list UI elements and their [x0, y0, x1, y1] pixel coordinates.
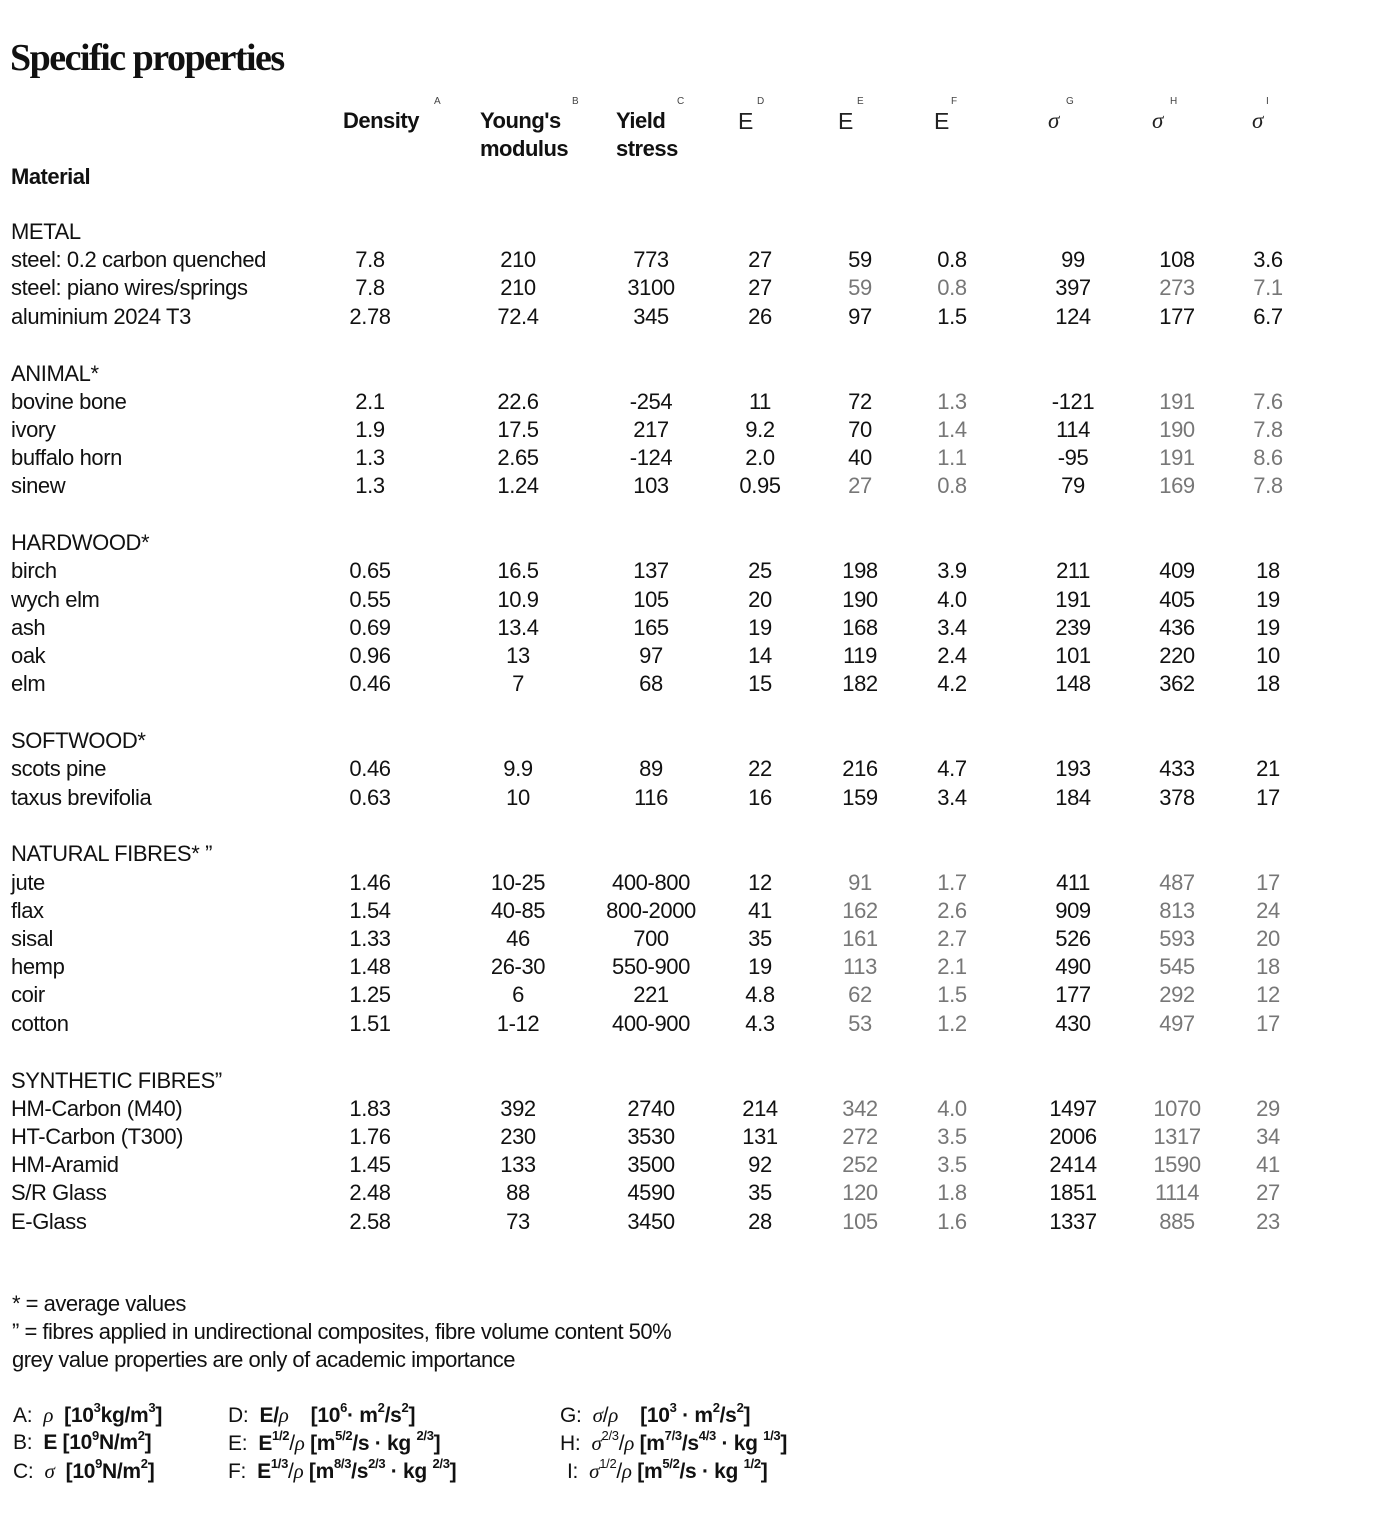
value-cell: 210 — [500, 247, 536, 273]
value-cell: 0.65 — [349, 558, 391, 584]
value-cell: 0.95 — [739, 473, 781, 499]
value-cell: 7.8 — [355, 275, 385, 301]
column-letter-c: C — [677, 96, 685, 107]
value-cell: 11 — [748, 388, 772, 414]
value-cell: 59 — [848, 275, 872, 301]
value-cell: 1590 — [1153, 1152, 1201, 1178]
value-cell: 2006 — [1049, 1123, 1097, 1149]
value-cell: 97 — [639, 643, 663, 668]
value-cell: 88 — [506, 1180, 530, 1206]
value-cell: 137 — [633, 558, 669, 584]
column-header-a: Density — [343, 108, 419, 133]
value-cell: 2740 — [627, 1095, 675, 1121]
value-cell: 9.2 — [745, 416, 775, 442]
value-cell: 10.9 — [497, 586, 539, 612]
value-cell: 2.1 — [355, 388, 385, 414]
value-cell: 1.51 — [349, 1010, 391, 1036]
value-cell: 0.63 — [349, 784, 391, 810]
column-header-c: Yield stress — [616, 108, 678, 161]
section-heading: SYNTHETIC FIBRES” — [11, 1067, 222, 1093]
value-cell: 16 — [748, 784, 772, 810]
value-cell: 273 — [1159, 275, 1195, 301]
section-heading: ANIMAL* — [11, 360, 99, 386]
material-name: sinew — [11, 473, 66, 499]
material-name: ivory — [11, 416, 56, 442]
value-cell: 17 — [1256, 784, 1280, 810]
value-cell: 252 — [842, 1152, 878, 1178]
value-cell: 62 — [848, 982, 872, 1008]
value-cell: 101 — [1055, 643, 1091, 668]
value-cell: -124 — [629, 445, 673, 471]
material-name: scots pine — [11, 756, 107, 782]
value-cell: 99 — [1061, 247, 1085, 273]
value-cell: 124 — [1055, 303, 1091, 329]
value-cell: 400-900 — [612, 1010, 690, 1036]
legend-d: D: E/ρ $[10^6\cdot m^2/s^2]$ — [228, 1400, 416, 1427]
value-cell: 2.58 — [349, 1208, 391, 1234]
value-cell: 161 — [842, 926, 878, 951]
value-cell: 15 — [748, 671, 772, 697]
value-cell: 1.45 — [349, 1152, 391, 1178]
value-cell: 108 — [1159, 247, 1195, 273]
value-cell: 487 — [1159, 869, 1195, 895]
value-cell: 46 — [506, 926, 530, 951]
column-header-f: E — [934, 108, 950, 134]
value-cell: 190 — [842, 586, 878, 612]
value-cell: 345 — [633, 303, 669, 329]
value-cell: 1.83 — [349, 1095, 391, 1121]
value-cell: 1.5 — [937, 303, 967, 329]
value-cell: 25 — [748, 558, 772, 584]
value-cell: 1.9 — [355, 416, 385, 442]
column-letter-f: F — [951, 96, 958, 107]
value-cell: 221 — [633, 982, 669, 1008]
value-cell: 362 — [1159, 671, 1195, 697]
value-cell: 4590 — [627, 1180, 675, 1206]
value-cell: 1.1 — [937, 445, 967, 471]
value-cell: 19 — [748, 614, 772, 640]
value-cell: 105 — [633, 586, 669, 612]
value-cell: 119 — [843, 643, 877, 668]
material-name: hemp — [11, 954, 65, 980]
column-letter-d: D — [757, 96, 765, 107]
value-cell: 593 — [1159, 926, 1195, 951]
value-cell: 3.5 — [937, 1123, 967, 1149]
value-cell: 1.7 — [937, 869, 967, 895]
value-cell: 68 — [639, 671, 663, 697]
column-header-i: σ — [1252, 108, 1264, 133]
value-cell: 8.6 — [1253, 445, 1283, 471]
legend-a: A: ρ $[10^3kg/m^3]$ — [13, 1400, 163, 1427]
value-cell: 177 — [1159, 303, 1195, 329]
value-cell: 3.6 — [1253, 247, 1283, 273]
value-cell: 26-30 — [490, 954, 546, 980]
value-cell: 0.8 — [937, 275, 967, 301]
section-heading: SOFTWOOD* — [11, 728, 146, 754]
value-cell: 0.69 — [349, 614, 391, 640]
material-name: oak — [11, 643, 46, 668]
value-cell: 18 — [1256, 558, 1280, 584]
value-cell: 1.46 — [349, 869, 391, 895]
value-cell: 59 — [848, 247, 872, 273]
value-cell: 700 — [633, 926, 669, 951]
value-cell: 378 — [1159, 784, 1195, 810]
value-cell: 17.5 — [497, 416, 539, 442]
material-name: S/R Glass — [11, 1180, 107, 1206]
material-name: aluminium 2024 T3 — [11, 303, 191, 329]
value-cell: 0.8 — [937, 247, 967, 273]
value-cell: 1337 — [1049, 1208, 1097, 1234]
value-cell: 131 — [742, 1123, 778, 1149]
value-cell: 210 — [500, 275, 536, 301]
material-name: HT-Carbon (T300) — [11, 1123, 184, 1149]
column-header-h: σ — [1152, 108, 1164, 133]
value-cell: 6.7 — [1253, 303, 1283, 329]
value-cell: 27 — [748, 275, 772, 301]
legend-g: G: σ/ρ $[10^3 \cdot m^2/s^2]$ — [560, 1400, 751, 1427]
value-cell: 22.6 — [497, 388, 539, 414]
material-name: steel: 0.2 carbon quenched — [11, 247, 267, 273]
value-cell: 91 — [848, 869, 872, 895]
column-header-d: E — [738, 108, 754, 134]
value-cell: 24 — [1256, 897, 1280, 923]
value-cell: 16.5 — [497, 558, 539, 584]
value-cell: 400-800 — [612, 869, 690, 895]
value-cell: 165 — [633, 614, 669, 640]
value-cell: 409 — [1159, 558, 1195, 584]
column-letter-e: E — [857, 96, 864, 107]
value-cell: 116 — [634, 784, 668, 810]
value-cell: 41 — [1256, 1152, 1280, 1178]
material-name: coir — [11, 982, 45, 1008]
value-cell: 0.46 — [349, 756, 391, 782]
value-cell: 1.76 — [349, 1123, 391, 1149]
value-cell: 3500 — [627, 1152, 675, 1178]
value-cell: 4.7 — [937, 756, 967, 782]
value-cell: 211 — [1056, 558, 1090, 584]
column-letter-g: G — [1066, 96, 1074, 107]
value-cell: 18 — [1256, 671, 1280, 697]
value-cell: 0.96 — [349, 643, 391, 668]
value-cell: 1.48 — [349, 954, 391, 980]
value-cell: 1.6 — [937, 1208, 967, 1234]
value-cell: 2.1 — [937, 954, 967, 980]
value-cell: 19 — [1256, 614, 1280, 640]
value-cell: 120 — [842, 1180, 878, 1206]
value-cell: 10 — [506, 784, 530, 810]
value-cell: 1070 — [1153, 1095, 1201, 1121]
value-cell: 3.4 — [937, 784, 967, 810]
value-cell: 22 — [748, 756, 772, 782]
value-cell: 191 — [1159, 388, 1195, 414]
value-cell: 2.6 — [937, 897, 967, 923]
value-cell: 239 — [1055, 614, 1091, 640]
value-cell: 191 — [1159, 445, 1195, 471]
column-letter-i: I — [1266, 96, 1269, 107]
value-cell: 1-12 — [496, 1010, 540, 1036]
material-name: birch — [11, 558, 57, 584]
value-cell: 177 — [1055, 982, 1091, 1008]
value-cell: 292 — [1159, 982, 1195, 1008]
value-cell: 92 — [748, 1152, 772, 1178]
value-cell: 1.3 — [355, 473, 385, 499]
value-cell: 6 — [512, 982, 524, 1008]
value-cell: 0.8 — [937, 473, 967, 499]
value-cell: 28 — [748, 1208, 772, 1234]
value-cell: 191 — [1055, 586, 1091, 612]
value-cell: 17 — [1256, 1010, 1280, 1036]
value-cell: 34 — [1256, 1123, 1280, 1149]
value-cell: 168 — [842, 614, 878, 640]
value-cell: 162 — [842, 897, 878, 923]
value-cell: 411 — [1056, 869, 1090, 895]
value-cell: 4.2 — [937, 671, 967, 697]
value-cell: 26 — [748, 303, 772, 329]
material-name: taxus brevifolia — [11, 784, 152, 810]
value-cell: 2.48 — [349, 1180, 391, 1206]
material-name: HM-Aramid — [11, 1152, 119, 1178]
value-cell: 21 — [1256, 756, 1280, 782]
value-cell: 7.6 — [1253, 388, 1283, 414]
value-cell: 217 — [633, 416, 669, 442]
legend-e: E: $E^{1/2}/\rho$ [$m^{5/2}/s$ · kg $^{2/3}$] — [228, 1428, 441, 1455]
value-cell: 800-2000 — [606, 897, 696, 923]
section-heading: HARDWOOD* — [11, 530, 150, 556]
value-cell: 184 — [1055, 784, 1091, 810]
value-cell: 14 — [748, 643, 772, 668]
value-cell: 3450 — [627, 1208, 675, 1234]
value-cell: 216 — [842, 756, 878, 782]
legend-h: H: $\sigma^{2/3}/\rho$ [$m^{7/3}/s^{4/3}$ · kg $^{1/3}$] — [560, 1428, 788, 1455]
material-name: flax — [11, 897, 44, 923]
value-cell: 3.9 — [937, 558, 967, 584]
value-cell: 1.8 — [937, 1180, 967, 1206]
column-header-g: σ — [1048, 108, 1060, 133]
value-cell: 813 — [1159, 897, 1195, 923]
material-name: ash — [11, 614, 46, 640]
value-cell: 3530 — [627, 1123, 675, 1149]
value-cell: 1.2 — [937, 1010, 967, 1036]
value-cell: 7.8 — [1253, 416, 1283, 442]
value-cell: 198 — [842, 558, 878, 584]
value-cell: 12 — [1256, 982, 1280, 1008]
legend-f: F: $E^{1/3}/\rho$ [$m^{8/3}/s^{2/3}$ · kg $^{2/3}$] — [228, 1456, 457, 1483]
value-cell: 79 — [1061, 473, 1085, 499]
value-cell: 41 — [748, 897, 772, 923]
value-cell: 7 — [512, 671, 524, 697]
column-header-b: Young's modulus — [480, 108, 569, 161]
value-cell: -95 — [1057, 445, 1089, 471]
value-cell: 214 — [742, 1095, 778, 1121]
value-cell: 40-85 — [490, 897, 546, 923]
value-cell: 1.4 — [937, 416, 967, 442]
value-cell: 19 — [1256, 586, 1280, 612]
value-cell: 490 — [1055, 954, 1091, 980]
value-cell: -254 — [629, 388, 673, 414]
value-cell: 19 — [748, 954, 772, 980]
value-cell: 169 — [1159, 473, 1195, 499]
value-cell: 3100 — [627, 275, 675, 301]
value-cell: 17 — [1256, 869, 1280, 895]
value-cell: 12 — [748, 869, 772, 895]
value-cell: -121 — [1051, 388, 1095, 414]
value-cell: 2.78 — [349, 303, 391, 329]
value-cell: 0.55 — [349, 586, 391, 612]
value-cell: 7.1 — [1253, 275, 1283, 301]
value-cell: 18 — [1256, 954, 1280, 980]
value-cell: 148 — [1055, 671, 1091, 697]
value-cell: 7.8 — [1253, 473, 1283, 499]
value-cell: 392 — [500, 1095, 536, 1121]
column-letter-b: B — [572, 96, 579, 107]
value-cell: 105 — [842, 1208, 878, 1234]
value-cell: 53 — [848, 1010, 872, 1036]
value-cell: 20 — [748, 586, 772, 612]
value-cell: 220 — [1159, 643, 1195, 668]
legend-c: C: σ $[10^9N/m^2]$ — [13, 1456, 155, 1483]
value-cell: 35 — [748, 1180, 772, 1206]
value-cell: 40 — [848, 445, 872, 471]
note-grey: grey value properties are only of academic importance — [12, 1347, 515, 1372]
material-name: elm — [11, 671, 46, 697]
value-cell: 2.0 — [745, 445, 775, 471]
value-cell: 3.5 — [937, 1152, 967, 1178]
value-cell: 909 — [1055, 897, 1091, 923]
value-cell: 550-900 — [612, 954, 690, 980]
page-title: Specific properties — [10, 37, 284, 79]
value-cell: 133 — [500, 1152, 536, 1178]
value-cell: 0.46 — [349, 671, 391, 697]
value-cell: 2.4 — [937, 643, 967, 668]
value-cell: 526 — [1055, 926, 1091, 951]
value-cell: 397 — [1055, 275, 1091, 301]
column-letter-h: H — [1170, 96, 1178, 107]
section-heading: NATURAL FIBRES* ” — [11, 841, 213, 867]
section-heading: METAL — [11, 219, 81, 244]
legend-i: I: $\sigma^{1/2}/\rho$ [$m^{5/2}/s$ · kg $^{1/2}$] — [567, 1456, 768, 1483]
value-cell: 1.25 — [349, 982, 391, 1008]
value-cell: 89 — [639, 756, 663, 782]
value-cell: 13.4 — [497, 614, 539, 640]
material-column-header: Material — [11, 164, 91, 189]
value-cell: 190 — [1159, 416, 1195, 442]
value-cell: 1114 — [1154, 1180, 1200, 1206]
value-cell: 10-25 — [490, 869, 546, 895]
value-cell: 2.7 — [937, 926, 967, 951]
column-header-e: E — [838, 108, 854, 134]
value-cell: 405 — [1159, 586, 1195, 612]
value-cell: 497 — [1159, 1010, 1195, 1036]
value-cell: 29 — [1256, 1095, 1280, 1121]
value-cell: 4.8 — [745, 982, 775, 1008]
value-cell: 7.8 — [355, 247, 385, 273]
value-cell: 1.33 — [349, 926, 391, 951]
value-cell: 103 — [633, 473, 669, 499]
material-name: jute — [11, 869, 45, 895]
value-cell: 773 — [633, 247, 669, 273]
value-cell: 23 — [1256, 1208, 1280, 1234]
column-letter-a: A — [434, 96, 441, 107]
value-cell: 1.5 — [937, 982, 967, 1008]
value-cell: 1497 — [1049, 1095, 1097, 1121]
legend-b: B: E $[10^9N/m^2]$ — [13, 1428, 152, 1454]
value-cell: 2414 — [1049, 1152, 1097, 1178]
note-fibres: ” = fibres applied in undirectional composites, fibre volume content 50% — [12, 1319, 672, 1344]
value-cell: 13 — [506, 643, 530, 668]
value-cell: 4.3 — [745, 1010, 775, 1036]
value-cell: 4.0 — [937, 586, 967, 612]
value-cell: 114 — [1056, 416, 1090, 442]
value-cell: 9.9 — [503, 756, 533, 782]
material-name: bovine bone — [11, 388, 127, 414]
value-cell: 342 — [842, 1095, 878, 1121]
value-cell: 97 — [848, 303, 872, 329]
value-cell: 35 — [748, 926, 772, 951]
value-cell: 193 — [1055, 756, 1091, 782]
value-cell: 72.4 — [497, 303, 539, 329]
value-cell: 1.54 — [349, 897, 391, 923]
value-cell: 230 — [500, 1123, 536, 1149]
material-name: E-Glass — [11, 1208, 87, 1234]
value-cell: 433 — [1159, 756, 1195, 782]
material-name: wych elm — [11, 586, 100, 612]
value-cell: 70 — [848, 416, 872, 442]
material-name: cotton — [11, 1010, 69, 1036]
value-cell: 27 — [1256, 1180, 1280, 1206]
value-cell: 430 — [1055, 1010, 1091, 1036]
material-name: buffalo horn — [11, 445, 123, 471]
value-cell: 27 — [848, 473, 872, 499]
value-cell: 3.4 — [937, 614, 967, 640]
material-name: sisal — [11, 926, 54, 951]
material-name: HM-Carbon (M40) — [11, 1095, 183, 1121]
note-average: * = average values — [12, 1291, 186, 1316]
value-cell: 4.0 — [937, 1095, 967, 1121]
value-cell: 885 — [1159, 1208, 1195, 1234]
value-cell: 182 — [842, 671, 878, 697]
value-cell: 159 — [842, 784, 878, 810]
value-cell: 113 — [843, 954, 877, 980]
material-name: steel: piano wires/springs — [11, 275, 248, 301]
value-cell: 272 — [842, 1123, 878, 1149]
value-cell: 20 — [1256, 926, 1280, 951]
value-cell: 1851 — [1049, 1180, 1097, 1206]
value-cell: 72 — [848, 388, 872, 414]
value-cell: 436 — [1159, 614, 1195, 640]
value-cell: 1.3 — [937, 388, 967, 414]
value-cell: 1317 — [1153, 1123, 1201, 1149]
value-cell: 545 — [1159, 954, 1195, 980]
value-cell: 1.24 — [497, 473, 539, 499]
value-cell: 73 — [506, 1208, 530, 1234]
value-cell: 2.65 — [497, 445, 539, 471]
value-cell: 10 — [1256, 643, 1280, 668]
value-cell: 1.3 — [355, 445, 385, 471]
value-cell: 27 — [748, 247, 772, 273]
